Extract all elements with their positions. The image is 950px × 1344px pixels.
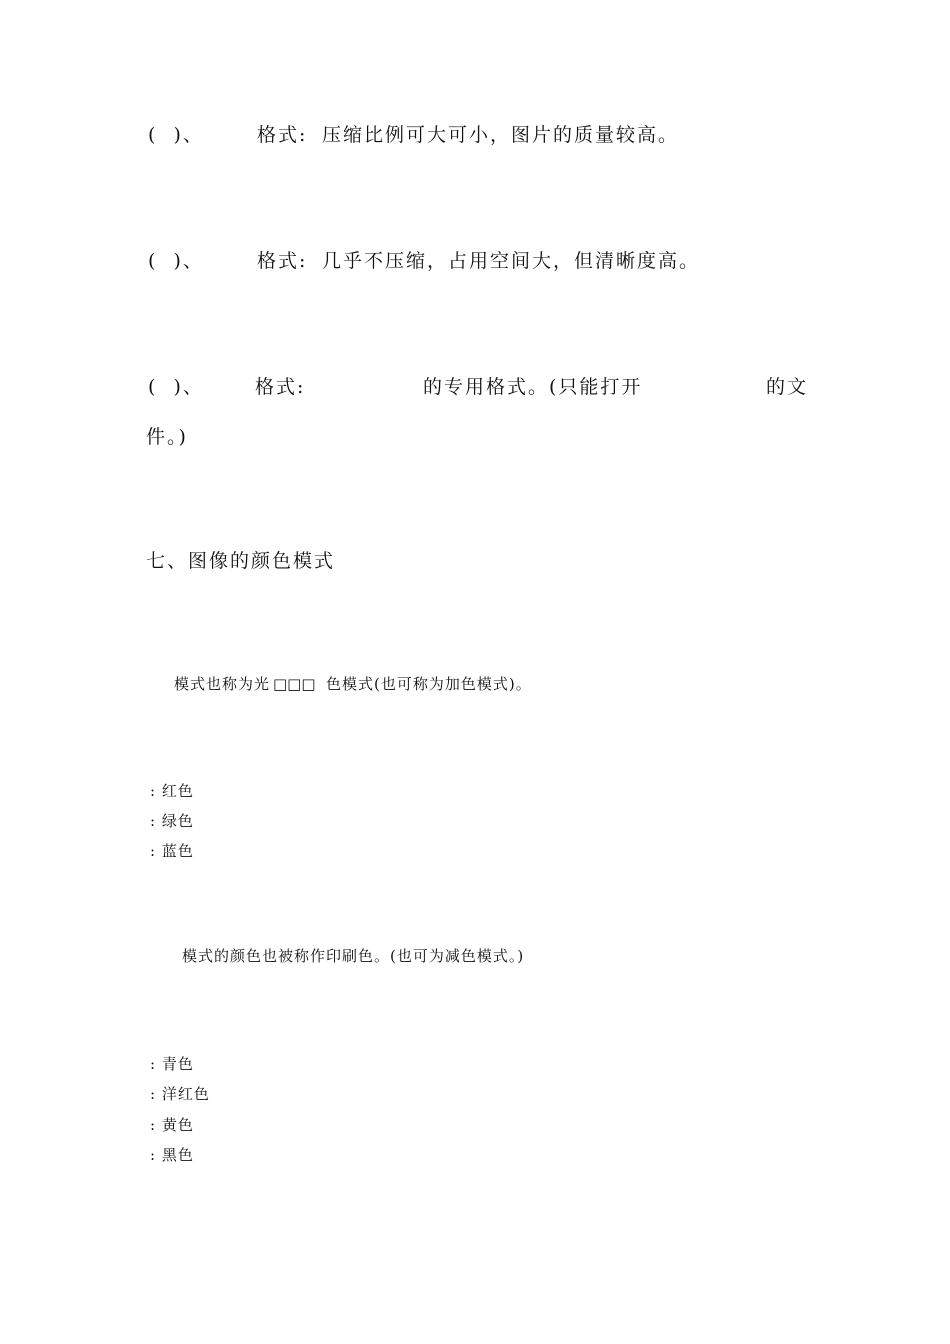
format-3-description-continued: 件。) bbox=[146, 426, 188, 448]
format-3-bracket: ( )、 bbox=[148, 376, 204, 398]
rgb-item-green: : 绿色 bbox=[150, 812, 194, 830]
cmyk-item-magenta: : 洋红色 bbox=[150, 1085, 210, 1103]
format-3-label: 格式: bbox=[255, 376, 306, 398]
cmyk-intro: 模式的颜色也被称作印刷色。(也可为减色模式。) bbox=[182, 947, 525, 965]
cmyk-item-cyan: : 青色 bbox=[150, 1055, 194, 1073]
cmyk-item-black: : 黑色 bbox=[150, 1146, 194, 1164]
format-3-description-part2: 的文 bbox=[766, 376, 809, 398]
format-1-bracket: ( )、 bbox=[148, 124, 204, 146]
rgb-intro-part2: 色模式(也可称为加色模式)。 bbox=[326, 675, 532, 693]
cmyk-item-yellow: : 黄色 bbox=[150, 1116, 194, 1134]
rgb-item-red: : 红色 bbox=[150, 782, 194, 800]
format-1-description: 压缩比例可大可小，图片的质量较高。 bbox=[322, 124, 680, 146]
format-2-bracket: ( )、 bbox=[148, 250, 204, 272]
section-title: 七、图像的颜色模式 bbox=[146, 550, 336, 572]
format-3-description-part1: 的专用格式。(只能打开 bbox=[423, 376, 643, 398]
format-1-label: 格式: bbox=[257, 124, 308, 146]
rgb-intro-part1: 模式也称为光 bbox=[174, 675, 271, 693]
rgb-item-blue: : 蓝色 bbox=[150, 842, 194, 860]
format-2-label: 格式: bbox=[257, 250, 308, 272]
format-2-description: 几乎不压缩，占用空间大，但清晰度高。 bbox=[322, 250, 701, 272]
rgb-intro-glyphs: □□□ bbox=[273, 675, 316, 693]
